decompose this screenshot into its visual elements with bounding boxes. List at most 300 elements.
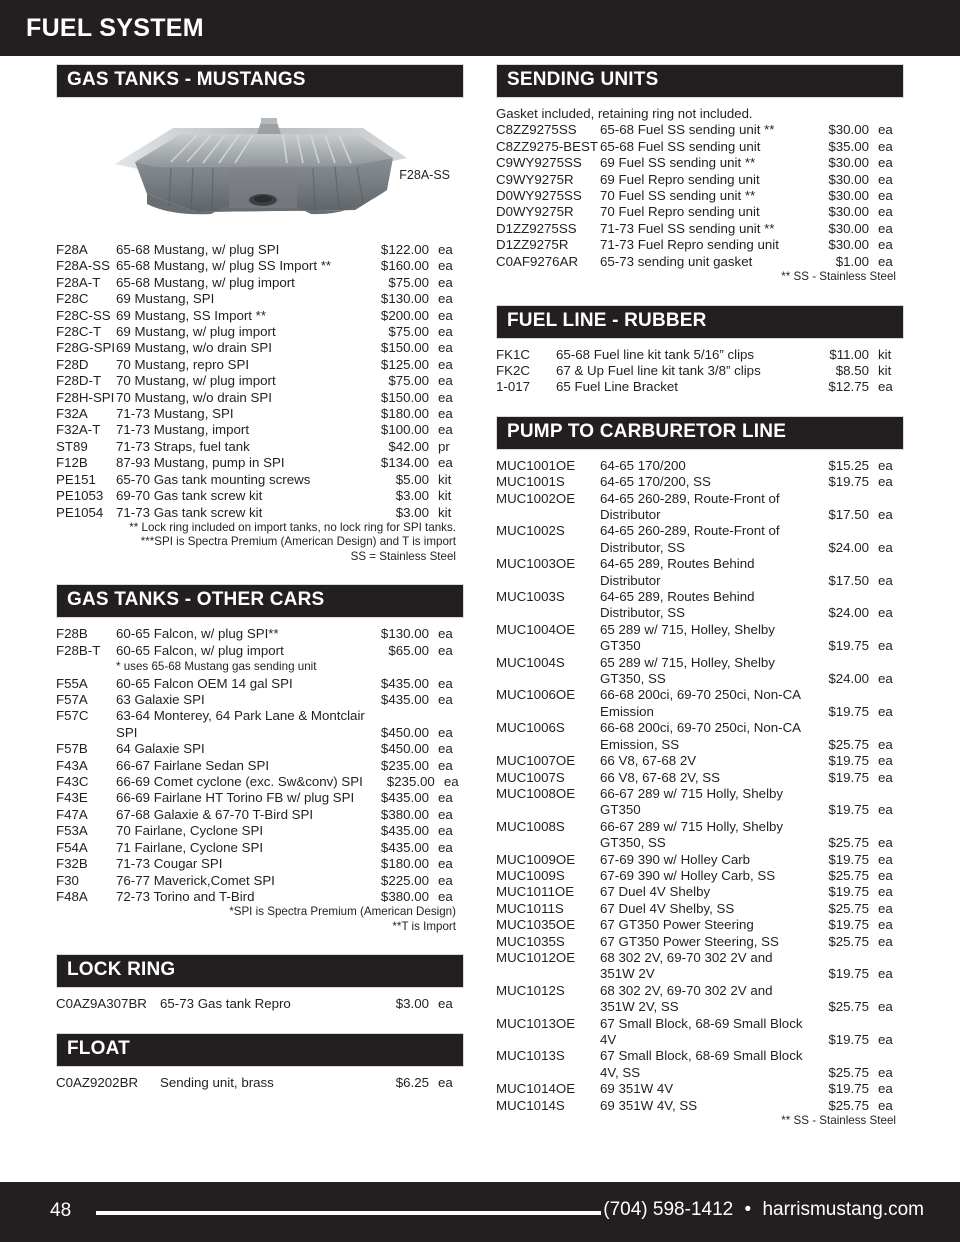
footer-divider-rule bbox=[96, 1211, 601, 1215]
part-unit: kit bbox=[438, 504, 452, 520]
part-number: MUC1007S bbox=[496, 769, 565, 785]
page-title: FUEL SYSTEM bbox=[26, 14, 204, 42]
part-number: PE151 bbox=[56, 471, 96, 487]
part-row bbox=[496, 523, 904, 539]
part-unit: ea bbox=[438, 422, 453, 438]
part-number: F57B bbox=[56, 741, 88, 757]
section-note: *SPI is Spectra Premium (American Design) bbox=[229, 905, 456, 919]
part-unit: ea bbox=[438, 356, 453, 372]
section-heading-gas-tanks-mustangs: GAS TANKS - MUSTANGS bbox=[56, 64, 464, 98]
part-unit: ea bbox=[878, 900, 893, 916]
part-number: MUC1007OE bbox=[496, 753, 576, 769]
part-row bbox=[56, 889, 464, 905]
part-row bbox=[496, 1065, 904, 1081]
part-unit: ea bbox=[878, 188, 893, 204]
part-row bbox=[56, 856, 464, 872]
part-description: 70 Mustang, w/ plug import bbox=[116, 373, 276, 389]
part-unit: ea bbox=[438, 1074, 453, 1090]
gas-tank-photo-label: F28A-SS bbox=[399, 168, 450, 182]
part-row bbox=[496, 720, 904, 736]
part-number: F32A bbox=[56, 406, 88, 422]
part-unit: ea bbox=[438, 790, 453, 806]
part-row bbox=[496, 999, 904, 1015]
part-description: 65-73 Gas tank Repro bbox=[160, 996, 291, 1012]
part-description: 64-65 170/200, SS bbox=[600, 474, 711, 490]
part-row bbox=[496, 868, 904, 884]
part-unit: ea bbox=[878, 539, 893, 555]
part-price: $3.00 bbox=[395, 996, 429, 1012]
part-number: F47A bbox=[56, 806, 88, 822]
part-row bbox=[496, 458, 904, 474]
part-price: $435.00 bbox=[380, 675, 429, 691]
part-description: SPI bbox=[116, 724, 138, 740]
part-row bbox=[496, 237, 904, 253]
part-number: C8ZZ9275SS bbox=[496, 122, 577, 138]
section-heading-gas-tanks-other-cars: GAS TANKS - OTHER CARS bbox=[56, 584, 464, 618]
part-price: $12.75 bbox=[828, 379, 869, 395]
part-price: $435.00 bbox=[380, 692, 429, 708]
part-price: $100.00 bbox=[380, 422, 429, 438]
left-column bbox=[40, 56, 480, 1091]
part-price: $75.00 bbox=[388, 324, 429, 340]
part-price: $42.00 bbox=[388, 438, 429, 454]
part-unit: ea bbox=[438, 724, 453, 740]
part-unit: ea bbox=[878, 220, 893, 236]
part-unit: ea bbox=[878, 379, 893, 395]
part-description: 351W 2V, SS bbox=[600, 999, 679, 1015]
part-number: F12B bbox=[56, 455, 88, 471]
part-description: 76-77 Maverick,Comet SPI bbox=[116, 872, 275, 888]
part-unit: ea bbox=[878, 572, 893, 588]
part-row bbox=[496, 491, 904, 507]
part-unit: ea bbox=[438, 872, 453, 888]
part-number: ST89 bbox=[56, 438, 88, 454]
part-number: D1ZZ9275R bbox=[496, 237, 569, 253]
part-unit: ea bbox=[438, 823, 453, 839]
part-number: C8ZZ9275-BEST bbox=[496, 138, 598, 154]
part-description: 70 Mustang, w/o drain SPI bbox=[116, 389, 272, 405]
part-number: MUC1003OE bbox=[496, 556, 576, 572]
part-row bbox=[56, 659, 464, 675]
part-row bbox=[496, 687, 904, 703]
part-unit: ea bbox=[438, 806, 453, 822]
part-description: 67 Duel 4V Shelby, SS bbox=[600, 900, 735, 916]
part-number: MUC1035S bbox=[496, 933, 565, 949]
part-description: 66-67 289 w/ 715 Holly, Shelby bbox=[600, 785, 784, 801]
part-description: 65-68 Fuel SS sending unit bbox=[600, 138, 761, 154]
part-price: $19.75 bbox=[828, 851, 869, 867]
part-description: 64-65 170/200 bbox=[600, 457, 686, 473]
part-description: 64-65 289, Routes Behind bbox=[600, 589, 755, 605]
part-number: MUC1006OE bbox=[496, 687, 576, 703]
part-unit: ea bbox=[878, 1064, 893, 1080]
part-number: MUC1003S bbox=[496, 589, 565, 605]
part-row bbox=[496, 1032, 904, 1048]
part-price: $19.75 bbox=[828, 802, 869, 818]
part-description: 64-65 289, Routes Behind bbox=[600, 556, 755, 572]
part-number: F57A bbox=[56, 692, 88, 708]
part-row bbox=[496, 934, 904, 950]
part-row bbox=[56, 373, 464, 389]
part-row bbox=[496, 363, 904, 379]
part-price: $25.75 bbox=[828, 867, 869, 883]
part-description: 70 Fuel SS sending unit ** bbox=[600, 188, 756, 204]
part-unit: ea bbox=[878, 1032, 893, 1047]
part-description: 63-64 Monterey, 64 Park Lane & Montclair bbox=[116, 708, 365, 724]
part-row bbox=[56, 308, 464, 324]
part-row bbox=[56, 840, 464, 856]
part-unit: ea bbox=[438, 455, 453, 471]
part-unit: ea bbox=[438, 856, 453, 872]
part-description: 66-69 Comet cyclone (exc. Sw&conv) SPI bbox=[116, 774, 363, 790]
part-price: $150.00 bbox=[380, 389, 429, 405]
part-unit: ea bbox=[438, 389, 453, 405]
part-number: C0AZ9202BR bbox=[56, 1074, 139, 1090]
part-description: 60-65 Falcon, w/ plug SPI** bbox=[116, 626, 279, 642]
part-description: GT350, SS bbox=[600, 671, 666, 687]
part-price: $450.00 bbox=[380, 741, 429, 757]
part-row bbox=[56, 774, 464, 790]
part-number: 1-017 bbox=[496, 379, 531, 395]
part-description: 65 289 w/ 715, Holley, Shelby bbox=[600, 654, 775, 670]
part-row bbox=[56, 505, 464, 521]
part-row bbox=[496, 671, 904, 687]
part-price: $19.75 bbox=[828, 703, 869, 719]
part-price: $25.75 bbox=[828, 933, 869, 949]
part-row bbox=[56, 823, 464, 839]
part-price: $30.00 bbox=[828, 171, 869, 187]
part-price: $3.00 bbox=[395, 488, 429, 504]
part-price: $24.00 bbox=[828, 605, 869, 621]
part-price: $380.00 bbox=[380, 888, 429, 904]
part-unit: ea bbox=[438, 741, 453, 757]
part-number: D1ZZ9275SS bbox=[496, 220, 577, 236]
part-number: F28D bbox=[56, 356, 89, 372]
section-heading-fuel-line-rubber: FUEL LINE - RUBBER bbox=[496, 305, 904, 339]
part-unit: ea bbox=[878, 204, 893, 220]
part-description: Distributor, SS bbox=[600, 605, 685, 621]
part-price: $180.00 bbox=[380, 406, 429, 422]
part-description: 67 Small Block, 68-69 Small Block bbox=[600, 1048, 803, 1064]
part-price: $25.75 bbox=[828, 1064, 869, 1080]
part-description: 69 Fuel SS sending unit ** bbox=[600, 155, 756, 171]
part-unit: ea bbox=[438, 324, 453, 340]
part-description: 64-65 260-289, Route-Front of bbox=[600, 523, 780, 539]
part-description: 65 289 w/ 715, Holley, Shelby bbox=[600, 621, 775, 637]
part-description: 87-93 Mustang, pump in SPI bbox=[116, 455, 285, 471]
part-row bbox=[496, 753, 904, 769]
part-number: MUC1012S bbox=[496, 982, 565, 998]
part-price: $75.00 bbox=[388, 373, 429, 389]
part-row bbox=[56, 741, 464, 757]
part-description: 69 351W 4V bbox=[600, 1081, 674, 1097]
part-description: 69 Mustang, w/ plug import bbox=[116, 324, 276, 340]
part-row bbox=[496, 737, 904, 753]
part-price: $30.00 bbox=[828, 237, 869, 253]
part-row bbox=[496, 770, 904, 786]
part-row bbox=[496, 507, 904, 523]
part-number: D0WY9275R bbox=[496, 204, 574, 220]
part-row bbox=[56, 676, 464, 692]
part-description: 65-73 sending unit gasket bbox=[600, 253, 753, 269]
part-row bbox=[496, 852, 904, 868]
section-note: ***SPI is Spectra Premium (American Design) and T is import bbox=[140, 535, 456, 549]
part-price: $17.50 bbox=[828, 507, 869, 522]
part-number: MUC1035OE bbox=[496, 917, 576, 933]
part-row bbox=[56, 455, 464, 471]
part-price: $160.00 bbox=[380, 258, 429, 274]
part-price: $8.50 bbox=[835, 362, 869, 378]
page-header-bar bbox=[0, 0, 960, 56]
part-unit: ea bbox=[878, 237, 893, 253]
part-description: 351W 2V bbox=[600, 966, 655, 982]
bullet-separator-icon: • bbox=[744, 1199, 752, 1220]
part-price: $24.00 bbox=[828, 539, 869, 555]
part-row bbox=[496, 1098, 904, 1114]
part-number: F43C bbox=[56, 774, 89, 790]
part-number: MUC1009S bbox=[496, 867, 565, 883]
part-description: 68 302 2V, 69-70 302 2V and bbox=[600, 982, 773, 998]
part-row bbox=[56, 291, 464, 307]
part-row bbox=[496, 1048, 904, 1064]
part-number: MUC1013OE bbox=[496, 1015, 576, 1031]
part-description: Distributor bbox=[600, 507, 661, 522]
part-unit: ea bbox=[878, 884, 893, 900]
part-price: $19.75 bbox=[828, 753, 869, 769]
part-number: F43A bbox=[56, 757, 88, 773]
part-unit: ea bbox=[438, 406, 453, 422]
part-row bbox=[496, 556, 904, 572]
part-number: MUC1002S bbox=[496, 523, 565, 539]
part-price: $30.00 bbox=[828, 155, 869, 171]
part-unit: ea bbox=[878, 605, 893, 621]
part-unit: ea bbox=[878, 753, 893, 769]
part-number: MUC1012OE bbox=[496, 949, 576, 965]
part-number: PE1053 bbox=[56, 488, 104, 504]
part-unit: ea bbox=[878, 1097, 893, 1113]
part-number: C9WY9275SS bbox=[496, 155, 582, 171]
part-number: MUC1014S bbox=[496, 1097, 565, 1113]
part-description: 66 V8, 67-68 2V bbox=[600, 753, 697, 769]
part-unit: ea bbox=[438, 340, 453, 356]
part-number: F53A bbox=[56, 823, 88, 839]
part-description: GT350 bbox=[600, 802, 641, 818]
part-description: 69 351W 4V, SS bbox=[600, 1097, 698, 1113]
part-description: 71-73 Fuel SS sending unit ** bbox=[600, 220, 775, 236]
part-number: F57C bbox=[56, 708, 89, 724]
gas-tanks-mustangs-notes bbox=[56, 521, 464, 565]
part-row bbox=[496, 655, 904, 671]
part-row bbox=[496, 835, 904, 851]
part-row bbox=[56, 1075, 464, 1091]
part-row bbox=[496, 204, 904, 220]
part-unit: ea bbox=[438, 626, 453, 642]
part-description: 72-73 Torino and T-Bird bbox=[116, 888, 255, 904]
part-description: Emission, SS bbox=[600, 736, 680, 752]
part-number: F28C bbox=[56, 291, 89, 307]
part-unit: ea bbox=[878, 138, 893, 154]
pump-to-carburetor-line-list bbox=[496, 458, 904, 1114]
gas-tank-photo-container bbox=[56, 106, 464, 234]
part-description: 67 Duel 4V Shelby bbox=[600, 884, 711, 900]
part-description: 4V, SS bbox=[600, 1064, 641, 1080]
part-row bbox=[496, 379, 904, 395]
part-description: Emission bbox=[600, 703, 654, 719]
part-description: 69 Mustang, SPI bbox=[116, 291, 215, 307]
part-row bbox=[496, 188, 904, 204]
part-number: MUC1014OE bbox=[496, 1081, 576, 1097]
part-number: MUC1004OE bbox=[496, 621, 576, 637]
part-row bbox=[56, 873, 464, 889]
part-row bbox=[496, 122, 904, 138]
part-unit: ea bbox=[878, 638, 893, 654]
part-row bbox=[496, 139, 904, 155]
part-price: $19.75 bbox=[828, 917, 869, 933]
part-row bbox=[496, 786, 904, 802]
part-price: $35.00 bbox=[828, 138, 869, 154]
float-list bbox=[56, 1075, 464, 1091]
part-description: Sending unit, brass bbox=[160, 1074, 274, 1090]
part-price: $17.50 bbox=[828, 572, 869, 588]
part-price: $19.75 bbox=[828, 638, 869, 654]
part-row bbox=[496, 347, 904, 363]
part-description: 65-70 Gas tank mounting screws bbox=[116, 471, 311, 487]
part-description: 67 GT350 Power Steering, SS bbox=[600, 933, 779, 949]
part-number: F28G-SPI bbox=[56, 340, 116, 356]
part-price: $19.75 bbox=[828, 474, 869, 490]
part-row bbox=[496, 540, 904, 556]
part-price: $435.00 bbox=[380, 790, 429, 806]
part-row bbox=[496, 254, 904, 270]
part-price: $380.00 bbox=[380, 806, 429, 822]
part-description: * uses 65-68 Mustang gas sending unit bbox=[116, 660, 317, 674]
part-description: 71-73 Gas tank screw kit bbox=[116, 504, 263, 520]
part-description: 67-69 390 w/ Holley Carb, SS bbox=[600, 867, 776, 883]
part-price: $75.00 bbox=[388, 274, 429, 290]
part-description: 71-73 Mustang, SPI bbox=[116, 406, 234, 422]
part-row bbox=[496, 622, 904, 638]
part-unit: ea bbox=[878, 507, 893, 522]
part-number: MUC1011OE bbox=[496, 884, 575, 900]
part-number: MUC1009OE bbox=[496, 851, 576, 867]
part-number: FK1C bbox=[496, 346, 530, 362]
part-description: 71-73 Mustang, import bbox=[116, 422, 250, 438]
part-row bbox=[56, 790, 464, 806]
right-column bbox=[480, 56, 920, 1129]
part-unit: ea bbox=[878, 769, 893, 785]
part-unit: ea bbox=[878, 253, 893, 269]
part-description: 68 302 2V, 69-70 302 2V and bbox=[600, 949, 773, 965]
part-row bbox=[496, 884, 904, 900]
part-row bbox=[496, 917, 904, 933]
part-row bbox=[496, 1081, 904, 1097]
pump-to-carburetor-line-notes bbox=[496, 1114, 904, 1129]
part-description: 70 Fairlane, Cyclone SPI bbox=[116, 823, 264, 839]
part-row bbox=[496, 638, 904, 654]
part-description: 66-68 200ci, 69-70 250ci, Non-CA bbox=[600, 687, 802, 703]
part-row bbox=[56, 390, 464, 406]
part-price: $25.75 bbox=[828, 999, 869, 1015]
section-note: **T is Import bbox=[392, 919, 456, 933]
part-row bbox=[496, 474, 904, 490]
part-price: $200.00 bbox=[380, 307, 429, 323]
part-price: $6.25 bbox=[395, 1074, 429, 1090]
part-number: MUC1004S bbox=[496, 654, 565, 670]
part-price: $65.00 bbox=[388, 642, 429, 658]
part-row bbox=[56, 275, 464, 291]
section-heading-float: FLOAT bbox=[56, 1033, 464, 1067]
part-number: MUC1011S bbox=[496, 900, 564, 916]
part-price: $180.00 bbox=[380, 856, 429, 872]
part-unit: ea bbox=[438, 839, 453, 855]
part-row bbox=[496, 704, 904, 720]
part-unit: ea bbox=[438, 291, 453, 307]
part-unit: kit bbox=[878, 362, 892, 378]
part-row bbox=[496, 966, 904, 982]
part-number: C0AZ9A307BR bbox=[56, 996, 147, 1012]
part-row bbox=[56, 406, 464, 422]
gas-tanks-other-cars-notes bbox=[56, 905, 464, 934]
part-description: 65-68 Mustang, w/ plug SPI bbox=[116, 242, 280, 257]
part-unit: ea bbox=[878, 171, 893, 187]
part-row bbox=[56, 472, 464, 488]
sending-units-lead-note: Gasket included, retaining ring not included. bbox=[496, 106, 753, 121]
part-number: F28H-SPI bbox=[56, 389, 115, 405]
gas-tanks-other-cars-list bbox=[56, 626, 464, 905]
part-description: 67-68 Galaxie & 67-70 T-Bird SPI bbox=[116, 806, 314, 822]
part-row bbox=[496, 819, 904, 835]
part-row bbox=[56, 996, 464, 1012]
part-row bbox=[496, 172, 904, 188]
part-unit: ea bbox=[443, 774, 459, 790]
part-price: $11.00 bbox=[829, 346, 869, 362]
part-number: F32B bbox=[56, 856, 88, 872]
part-price: $25.75 bbox=[828, 1097, 869, 1113]
part-description: 70 Fuel Repro sending unit bbox=[600, 204, 760, 220]
part-price: $130.00 bbox=[380, 626, 429, 642]
part-description: 4V bbox=[600, 1032, 617, 1047]
part-description: 67 GT350 Power Steering bbox=[600, 917, 754, 933]
part-unit: ea bbox=[878, 851, 893, 867]
part-description: 64 Galaxie SPI bbox=[116, 741, 205, 757]
part-row bbox=[496, 221, 904, 237]
part-row bbox=[56, 357, 464, 373]
footer-website[interactable]: harrismustang.com bbox=[762, 1199, 924, 1220]
part-description: 60-65 Falcon, w/ plug import bbox=[116, 642, 284, 658]
part-unit: ea bbox=[878, 802, 893, 818]
part-number: F28B bbox=[56, 626, 88, 642]
part-price: $225.00 bbox=[380, 872, 429, 888]
part-unit: ea bbox=[878, 933, 893, 949]
sending-units-notes bbox=[496, 270, 904, 285]
part-number: C0AF9276AR bbox=[496, 253, 579, 269]
part-price: $19.75 bbox=[828, 884, 869, 900]
part-row bbox=[56, 725, 464, 741]
part-description: 66-67 289 w/ 715 Holly, Shelby bbox=[600, 818, 784, 834]
part-price: $19.75 bbox=[828, 1081, 869, 1097]
section-note: SS = Stainless Steel bbox=[350, 549, 456, 563]
part-number: MUC1002OE bbox=[496, 490, 576, 506]
part-unit: ea bbox=[878, 999, 893, 1015]
part-number: F32A-T bbox=[56, 422, 101, 438]
part-price: $19.75 bbox=[828, 1032, 869, 1047]
part-price: $19.75 bbox=[828, 966, 869, 982]
part-number: FK2C bbox=[496, 362, 530, 378]
part-row bbox=[496, 573, 904, 589]
part-description: 69 Mustang, w/o drain SPI bbox=[116, 340, 272, 356]
section-note: ** SS - Stainless Steel bbox=[781, 270, 896, 284]
part-description: 63 Galaxie SPI bbox=[116, 692, 205, 708]
